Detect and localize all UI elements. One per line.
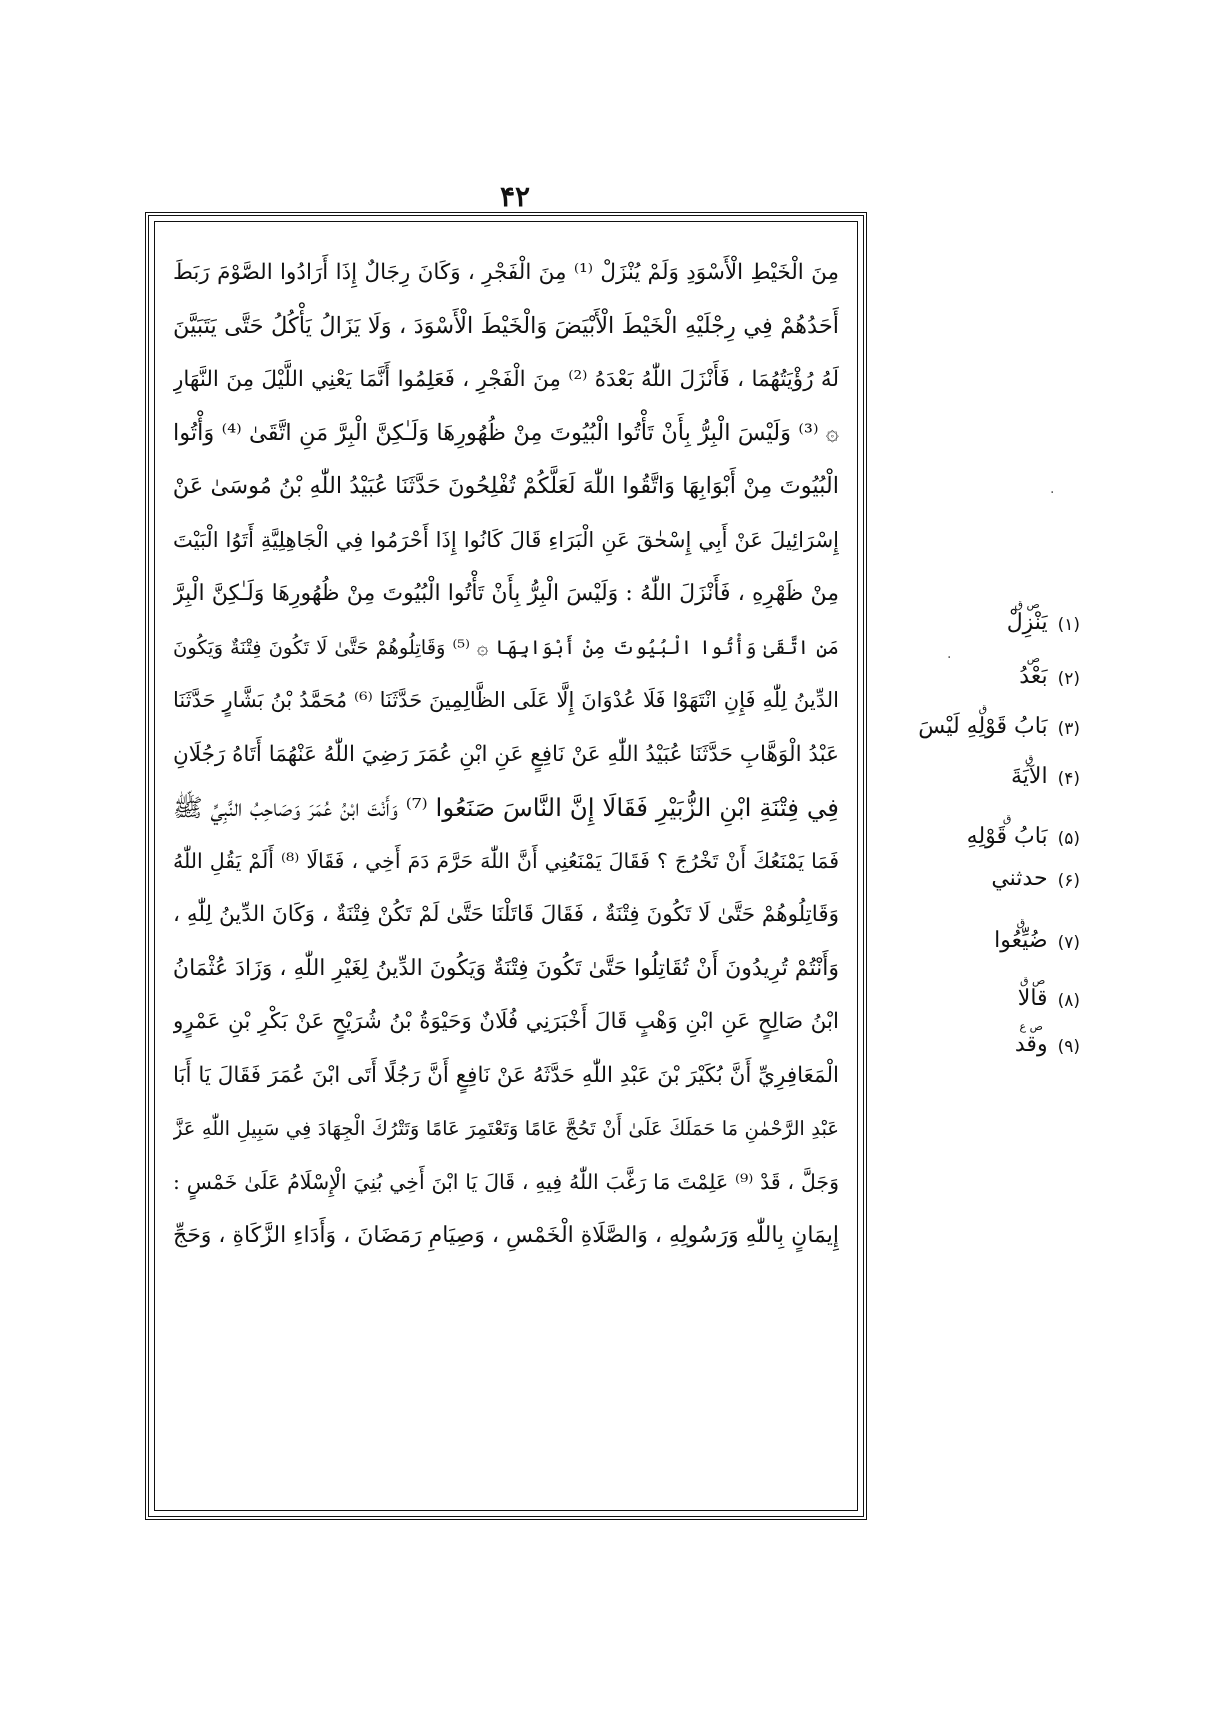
text-line: مِنْ ظَهْرِهِ ، فَأَنْزَلَ اللّٰهُ : وَلَيْسَ الْبِرُّ بِأَنْ تَأْتُوا الْبُيُوتَ مِنْ ظُهُورِهَا وَلَـٰكِنَّ الْبِرَّ	[173, 581, 839, 606]
footnote-number: (۹)	[1057, 1037, 1080, 1057]
footnote-manuscript-marks: ص ع	[1019, 1020, 1043, 1033]
margin-speck: ·	[947, 650, 952, 666]
footnote	[967, 814, 1080, 849]
footnote	[1011, 754, 1080, 789]
footnote-number: (۸)	[1057, 991, 1080, 1011]
footnote	[1019, 654, 1080, 689]
text-line: وَقَاتِلُوهُمْ حَتَّىٰ لَا تَكُونَ فِتْنَةٌ ، فَقَالَ قَاتَلْنَا حَتَّىٰ لَمْ تَكُنْ فِتْنَةٌ ، وَكَانَ الدِّينُ لِلّٰهِ ،	[173, 902, 839, 927]
footnote-manuscript-marks: ق	[1002, 812, 1012, 825]
footnote-manuscript-marks: ص	[1026, 652, 1041, 665]
text-line: ۞ ⁽³⁾ وَلَيْسَ الْبِرُّ بِأَنْ تَأْتُوا الْبُيُوتَ مِنْ ظُهُورِهَا وَلَـٰكِنَّ الْبِرَّ مَنِ اتَّقَىٰ ⁽⁴⁾ وَأْتُوا	[173, 419, 839, 446]
text-line: فَمَا يَمْنَعُكَ أَنْ تَخْرُجَ ؟ فَقَالَ يَمْنَعُنِي أَنَّ اللّٰهَ حَرَّمَ دَمَ أَخِي ، فَقَالَا ⁽⁸⁾ أَلَمْ يَقُلِ اللّٰهُ	[173, 848, 839, 873]
text-line: وَأَنْتُمْ تُرِيدُونَ أَنْ تُقَاتِلُوا حَتَّىٰ تَكُونَ فِتْنَةٌ وَيَكُونَ الدِّينُ لِغَيْرِ اللّٰهِ ، وَزَادَ عُثْمَانُ	[173, 955, 839, 981]
footnote-manuscript-marks: ص ق	[1014, 598, 1040, 611]
text-frame	[145, 212, 867, 1520]
footnote-manuscript-marks: ق	[1016, 916, 1026, 929]
footnote-manuscript-marks: ق	[1025, 752, 1034, 765]
footnote	[918, 704, 1080, 739]
footnote	[994, 918, 1080, 953]
text-line: فِي فِتْنَةِ ابْنِ الزُّبَيْرِ فَقَالَا إِنَّ النَّاسَ صَنَعُوا ⁽⁷⁾ وَأَنْتَ ابْنُ عُمَرَ وَصَاحِبُ النَّبِيِّ ﷺ	[173, 793, 839, 822]
footnote-number: (۶)	[1057, 871, 1080, 891]
footnote-text: يَنْزِلْ	[1006, 610, 1048, 635]
text-line: إِسْرَائِيلَ عَنْ أَبِي إِسْحٰقَ عَنِ الْبَرَاءِ قَالَ كَانُوا إِذَا أَحْرَمُوا فِي الْجَاهِلِيَّةِ أَتَوُا الْبَيْتَ	[173, 527, 839, 552]
margin-speck: ·	[1050, 485, 1055, 501]
footnote-text: وقد	[1014, 1032, 1048, 1057]
main-text	[173, 246, 839, 1263]
footnote-number: (۷)	[1057, 933, 1080, 953]
footnote	[991, 866, 1080, 891]
footnote-manuscript-marks: ق	[978, 702, 988, 715]
text-line: لَهُ رُؤْيَتُهُمَا ، فَأَنْزَلَ اللّٰهُ بَعْدَهُ ⁽²⁾ مِنَ الْفَجْرِ ، فَعَلِمُوا أَنَّمَا يَعْنِي اللَّيْلَ مِنَ النَّهَارِ	[173, 367, 839, 392]
text-line: الدِّينُ لِلّٰهِ فَإِنِ انْتَهَوْا فَلَا عُدْوَانَ إِلَّا عَلَى الظَّالِمِينَ حَدَّثَنَا ⁽⁶⁾ مُحَمَّدُ بْنُ بَشَّارٍ حَدَّثَنَا	[173, 688, 839, 712]
footnote	[1015, 1022, 1080, 1057]
text-line: ابْنُ صَالِحٍ عَنِ ابْنِ وَهْبٍ قَالَ أَخْبَرَنِي فُلَانٌ وَحَيْوَةُ بْنُ شُرَيْحٍ عَنْ بَكْرِ بْنِ عَمْرٍو	[173, 1009, 839, 1034]
text-line: الْبُيُوتَ مِنْ أَبْوَابِهَا وَاتَّقُوا اللّٰهَ لَعَلَّكُمْ تُفْلِحُونَ حَدَّثَنَا عُبَيْدُ اللّٰهِ بْنُ مُوسَىٰ عَنْ	[173, 473, 839, 499]
text-line: الْمَعَافِرِيِّ أَنَّ بُكَيْرَ بْنَ عَبْدِ اللّٰهِ حَدَّثَهُ عَنْ نَافِعٍ أَنَّ رَجُلًا أَتَى ابْنَ عُمَرَ فَقَالَ يَا أَبَا	[173, 1062, 839, 1088]
text-frame-inner	[154, 221, 858, 1511]
footnote	[1007, 600, 1080, 635]
text-line: عَبْدِ الرَّحْمٰنِ مَا حَمَلَكَ عَلَىٰ أَنْ تَحُجَّ عَامًا وَتَعْتَمِرَ عَامًا وَتَتْرُكَ الْجِهَادَ فِي سَبِيلِ اللّٰهِ عَزَّ	[173, 1117, 839, 1140]
footnote	[1018, 976, 1080, 1011]
footnote-number: (۵)	[1057, 829, 1080, 849]
footnote-number: (۴)	[1057, 769, 1080, 789]
footnote-text: حدثني	[991, 866, 1048, 891]
footnote-number: (۳)	[1057, 719, 1080, 739]
footnote-text: قالا	[1017, 986, 1048, 1011]
footnote-number: (۱)	[1057, 615, 1080, 635]
text-line: وَجَلَّ ، قَدْ ⁽⁹⁾ عَلِمْتَ مَا رَغَّبَ اللّٰهُ فِيهِ ، قَالَ يَا ابْنَ أَخِي بُنِيَ الْإِسْلَامُ عَلَىٰ خَمْسٍ :	[173, 1169, 839, 1194]
footnote-manuscript-marks: ص ق	[1020, 974, 1046, 987]
footnote-text: بَابُ قَوْلِهِ	[966, 824, 1048, 849]
footnote-text: ضُيِّعُوا	[994, 928, 1048, 953]
page-number: ۴۲	[499, 180, 531, 213]
text-line: إِيمَانٍ بِاللّٰهِ وَرَسُولِهِ ، وَالصَّلَاةِ الْخَمْسِ ، وَصِيَامِ رَمَضَانَ ، وَأَدَاءِ الزَّكَاةِ ، وَحَجِّ	[173, 1223, 839, 1248]
footnote-text: الآيَةَ	[1011, 764, 1048, 789]
footnote-text: بَابُ قَوْلِهِ لَيْسَ	[918, 714, 1048, 739]
footnote-text: بَعْدُ	[1019, 664, 1048, 689]
text-line: عَبْدُ الْوَهَّابِ حَدَّثَنَا عُبَيْدُ اللّٰهِ عَنْ نَافِعٍ عَنِ ابْنِ عُمَرَ رَضِيَ اللّٰهُ عَنْهُمَا أَتَاهُ رَجُلَانِ	[173, 741, 839, 767]
text-line: أَحَدُهُمْ فِي رِجْلَيْهِ الْخَيْطَ الْأَبْيَضَ وَالْخَيْطَ الْأَسْوَدَ ، وَلَا يَزَالُ يَأْكُلُ حَتَّى يَتَبَيَّنَ	[173, 312, 839, 339]
footnote-number: (۲)	[1057, 669, 1080, 689]
text-line: مِنَ الْخَيْطِ الْأَسْوَدِ وَلَمْ يُنْزَلْ ⁽¹⁾ مِنَ الْفَجْرِ ، وَكَانَ رِجَالٌ إِذَا أَرَادُوا الصَّوْمَ رَبَطَ	[173, 260, 839, 285]
text-line: مَنِ اتَّقَىٰ وَأْتُوا الْبُيُوتَ مِنْ أَبْوَابِهَا ۞ ⁽⁵⁾ وَقَاتِلُوهُمْ حَتَّىٰ لَا تَكُونَ فِتْنَةٌ وَيَكُونَ	[173, 635, 839, 659]
